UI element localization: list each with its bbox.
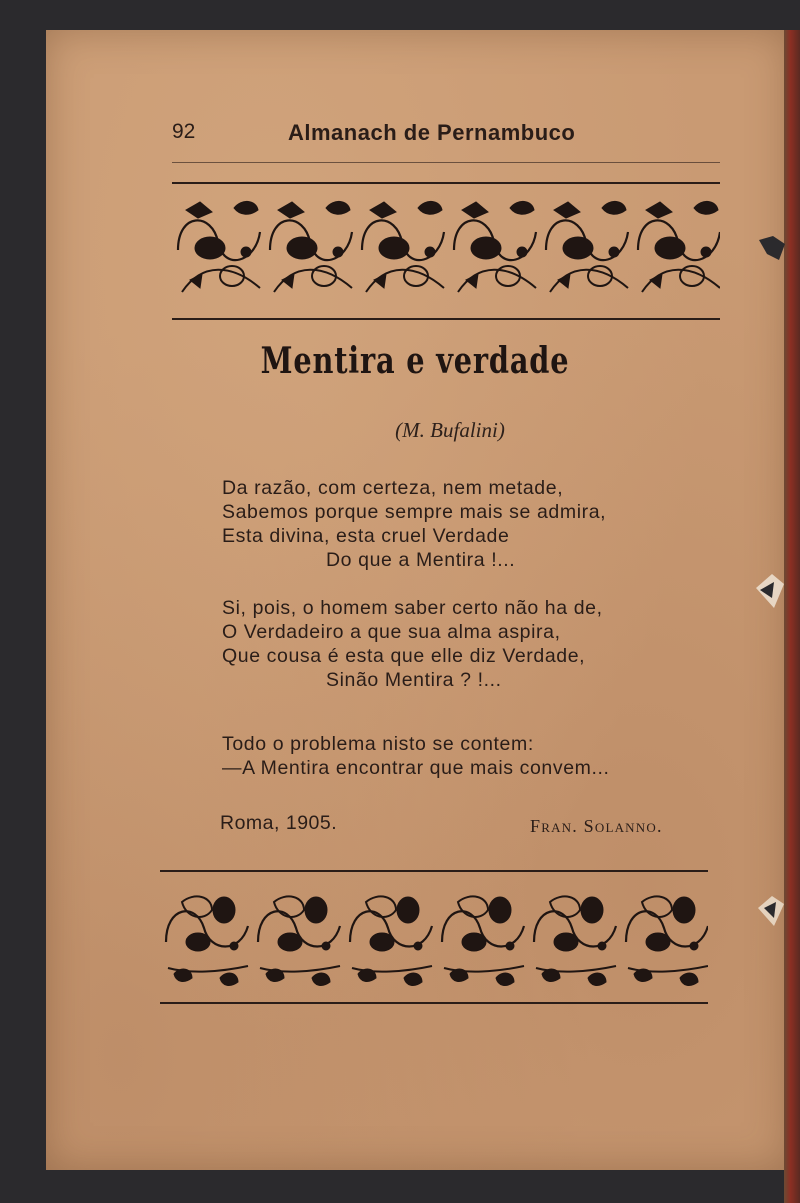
page-number: 92 <box>172 120 196 143</box>
poem-verse: Todo o problema nisto se contem: <box>222 733 534 755</box>
poem-stanza <box>222 476 692 572</box>
poem-verse: Sabemos porque sempre mais se admira, <box>222 501 607 523</box>
ornament-bottom-rule <box>160 1002 708 1004</box>
floral-border-icon <box>160 882 708 994</box>
poem-verse: Si, pois, o homem saber certo não ha de, <box>222 597 603 619</box>
ornament-top-rule <box>172 318 720 320</box>
ornament-bottom-rule <box>160 870 708 872</box>
poem-verse: —A Mentira encontrar que mais convem... <box>222 757 610 779</box>
poem-place-date: Roma, 1905. <box>220 812 338 834</box>
header-dotted-rule <box>172 162 720 163</box>
page-header <box>172 120 612 154</box>
poem-verse: O Verdadeiro a que sua alma aspira, <box>222 621 561 643</box>
poem-verse: Do que a Mentira !... <box>326 549 516 571</box>
page-tear-mark <box>754 890 788 930</box>
poem-stanza <box>222 596 692 692</box>
running-title: Almanach de Pernambuco <box>288 120 576 145</box>
page-tear-mark <box>752 568 788 612</box>
poem-verse: Da razão, com certeza, nem metade, <box>222 477 564 499</box>
poem-signature: Fran. Solanno. <box>530 816 663 836</box>
poem-title: Mentira e verdade <box>260 340 570 382</box>
poem-verse: Que cousa é esta que elle diz Verdade, <box>222 645 586 667</box>
poem-verse: Esta divina, esta cruel Verdade <box>222 525 510 547</box>
page-tear-mark <box>755 232 791 268</box>
poem-verse: Sinão Mentira ? !... <box>326 669 502 691</box>
book-spine <box>784 30 800 1203</box>
poem-stanza <box>222 732 692 780</box>
poem-author: (M. Bufalini) <box>395 418 505 442</box>
floral-border-icon <box>172 192 720 308</box>
ornament-top-rule <box>172 182 720 184</box>
